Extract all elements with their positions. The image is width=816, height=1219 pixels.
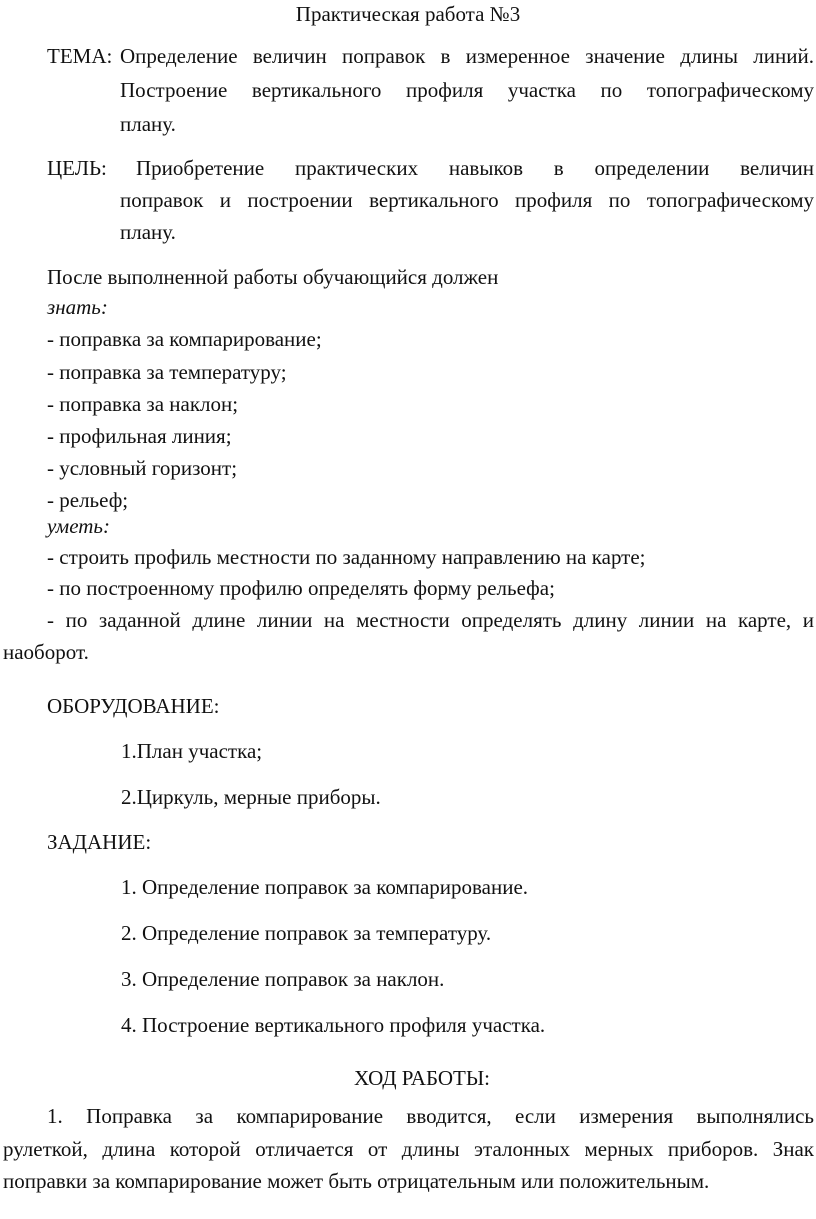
know-item: - условный горизонт;: [47, 456, 238, 480]
can-item: - строить профиль местности по заданному направлению на карте;: [47, 545, 646, 569]
page-title: Практическая работа №3: [295, 2, 521, 26]
task-item: 3. Определение поправок за наклон.: [121, 967, 445, 991]
can-item-continuation: наоборот.: [3, 640, 89, 664]
can-item: - по построенному профилю определять форму рельефа;: [47, 576, 555, 600]
progress-line-1: 1. Поправка за компарирование вводится, если измерения выполнялись: [47, 1104, 814, 1128]
cel-line-3: плану.: [120, 220, 176, 244]
cel-line-1: Приобретение практических навыков в определении величин: [136, 156, 814, 180]
know-item: - поправка за компарирование;: [47, 327, 322, 351]
task-item: 1. Определение поправок за компарирование.: [121, 875, 529, 899]
after-work-text: После выполненной работы обучающийся должен: [47, 265, 499, 289]
progress-line-3: поправки за компарирование может быть отрицательным или положительным.: [3, 1169, 710, 1193]
know-item: - поправка за температуру;: [47, 360, 287, 384]
can-item: - по заданной длине линии на местности определять длину линии на карте, и: [47, 608, 814, 632]
task-heading: ЗАДАНИЕ:: [47, 830, 152, 854]
task-item: 4. Построение вертикального профиля участка.: [121, 1013, 546, 1037]
equipment-item: 1.План участка;: [121, 739, 263, 763]
know-item: - поправка за наклон;: [47, 392, 239, 416]
know-item: - рельеф;: [47, 488, 129, 512]
equipment-heading: ОБОРУДОВАНИЕ:: [47, 694, 220, 718]
cel-line-2: поправок и построении вертикального профиля по топографическому: [120, 188, 814, 212]
know-item: - профильная линия;: [47, 424, 232, 448]
tema-line-1: Определение величин поправок в измеренное значение длины линий.: [120, 44, 814, 68]
tema-line-3: плану.: [120, 112, 176, 136]
tema-line-2: Построение вертикального профиля участка по топографическому: [120, 78, 814, 102]
equipment-item: 2.Циркуль, мерные приборы.: [121, 785, 381, 809]
cel-label: ЦЕЛЬ:: [47, 156, 107, 180]
can-heading: уметь:: [47, 514, 110, 538]
progress-line-2: рулеткой, длина которой отличается от длины эталонных мерных приборов. Знак: [3, 1137, 814, 1161]
task-item: 2. Определение поправок за температуру.: [121, 921, 492, 945]
tema-label: ТЕМА:: [47, 44, 113, 68]
progress-heading: ХОД РАБОТЫ:: [354, 1066, 491, 1090]
know-heading: знать:: [47, 295, 108, 319]
